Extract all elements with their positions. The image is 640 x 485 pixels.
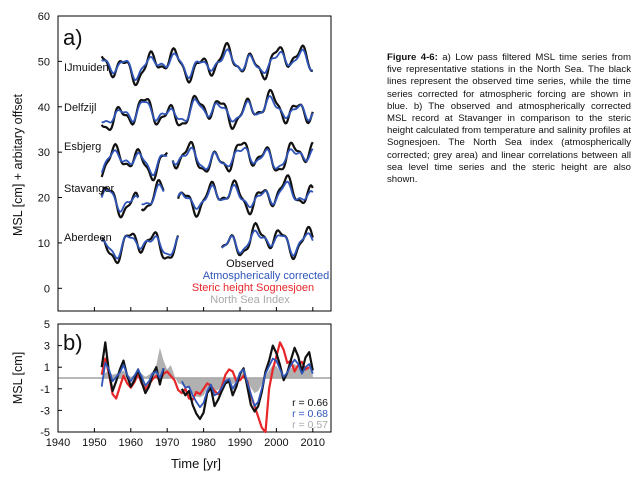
legend-steric: Steric height Sognesjoen bbox=[191, 282, 315, 294]
a-ytick-label-20: 20 bbox=[37, 192, 50, 205]
correlation-corrected: r = 0.68 bbox=[292, 408, 328, 420]
panel-b-xlabel: Time [yr] bbox=[170, 456, 222, 471]
station-label-delfzijl: Delfzijl bbox=[64, 102, 97, 114]
panel-b-series bbox=[102, 342, 313, 432]
b-ytick-label--1: -1 bbox=[40, 383, 50, 396]
panel-a-ylabel: MSL [cm] + arbitary offset bbox=[11, 93, 25, 237]
b-xtick-label-1950: 1950 bbox=[82, 437, 107, 449]
correlation-observed: r = 0.66 bbox=[292, 397, 328, 409]
a-ytick-label-50: 50 bbox=[37, 56, 50, 69]
b-ytick-label-5: 5 bbox=[43, 319, 50, 331]
legend-index: North Sea Index bbox=[210, 294, 290, 306]
b-ytick-label--3: -3 bbox=[40, 405, 50, 418]
panel-b-yticks bbox=[40, 319, 62, 439]
panel-a-frame bbox=[58, 16, 331, 311]
a-ytick-label-40: 40 bbox=[37, 101, 50, 114]
b-xtick-label-1940: 1940 bbox=[45, 437, 71, 449]
b-xtick-label-1980: 1980 bbox=[191, 437, 216, 449]
a-esbjerg-observed-1 bbox=[173, 142, 313, 172]
legend-corrected: Atmospherically corrected bbox=[202, 270, 330, 282]
panel-a-xticks bbox=[58, 307, 313, 311]
panel-a-series bbox=[102, 43, 313, 263]
a-ytick-label-30: 30 bbox=[37, 147, 50, 160]
a-esbjerg-corrected-1 bbox=[173, 148, 313, 170]
a-ytick-label-0: 0 bbox=[43, 283, 50, 296]
station-label-ijmuiden: IJmuiden bbox=[64, 62, 109, 74]
caption-text: a) Low pass filtered MSL time series from five representative stations in the North Sea. The black lines represent the observed time series, while the time series corrected for atmospheric forcing are shown in blue. b) The observed and atmospherically corrected MSL record at Stavanger in comparison to the steric height calculated from temperature and salinity profiles at Sognesjoen. The North Sea index (atmospherically corrected; grey area) and linear correlations between all sea level time series and the steric height are also shown. bbox=[387, 52, 631, 186]
panel-a bbox=[11, 11, 331, 311]
panel-b-label: b) bbox=[63, 330, 83, 355]
panel-a-label: a) bbox=[63, 25, 83, 50]
a-ijmuiden-corrected-0 bbox=[102, 49, 313, 80]
a-delfzijl-corrected-0 bbox=[102, 96, 313, 122]
a-ytick-label-60: 60 bbox=[37, 11, 50, 23]
panel-b bbox=[11, 319, 331, 471]
b-ytick-label-3: 3 bbox=[43, 340, 50, 353]
b-ytick-label-1: 1 bbox=[43, 362, 50, 375]
b-xtick-label-2010: 2010 bbox=[300, 437, 326, 449]
station-label-esbjerg: Esbjerg bbox=[64, 141, 102, 153]
panel-a-station-labels bbox=[64, 62, 114, 244]
correlation-index: r = 0.57 bbox=[292, 419, 328, 431]
b-xtick-label-1960: 1960 bbox=[118, 437, 144, 449]
b-ytick-label--5: -5 bbox=[40, 427, 50, 439]
b-xtick-label-2000: 2000 bbox=[264, 437, 289, 449]
station-label-aberdeen: Aberdeen bbox=[64, 232, 112, 244]
b-xtick-label-1970: 1970 bbox=[154, 437, 180, 449]
caption-label: Figure 4-6: bbox=[387, 52, 438, 63]
panel-b-ylabel: MSL [cm] bbox=[11, 351, 25, 405]
a-stavanger-corrected-1 bbox=[142, 184, 164, 204]
a-aberdeen-corrected-1 bbox=[222, 231, 313, 256]
panel-b-xticks bbox=[46, 428, 325, 449]
b-observed-line-0 bbox=[102, 342, 164, 393]
figure-caption bbox=[387, 52, 631, 186]
legend-observed: Observed bbox=[226, 258, 274, 270]
a-ytick-label-10: 10 bbox=[37, 237, 50, 250]
b-xtick-label-1990: 1990 bbox=[227, 437, 253, 449]
station-label-stavanger: Stavanger bbox=[64, 183, 115, 195]
